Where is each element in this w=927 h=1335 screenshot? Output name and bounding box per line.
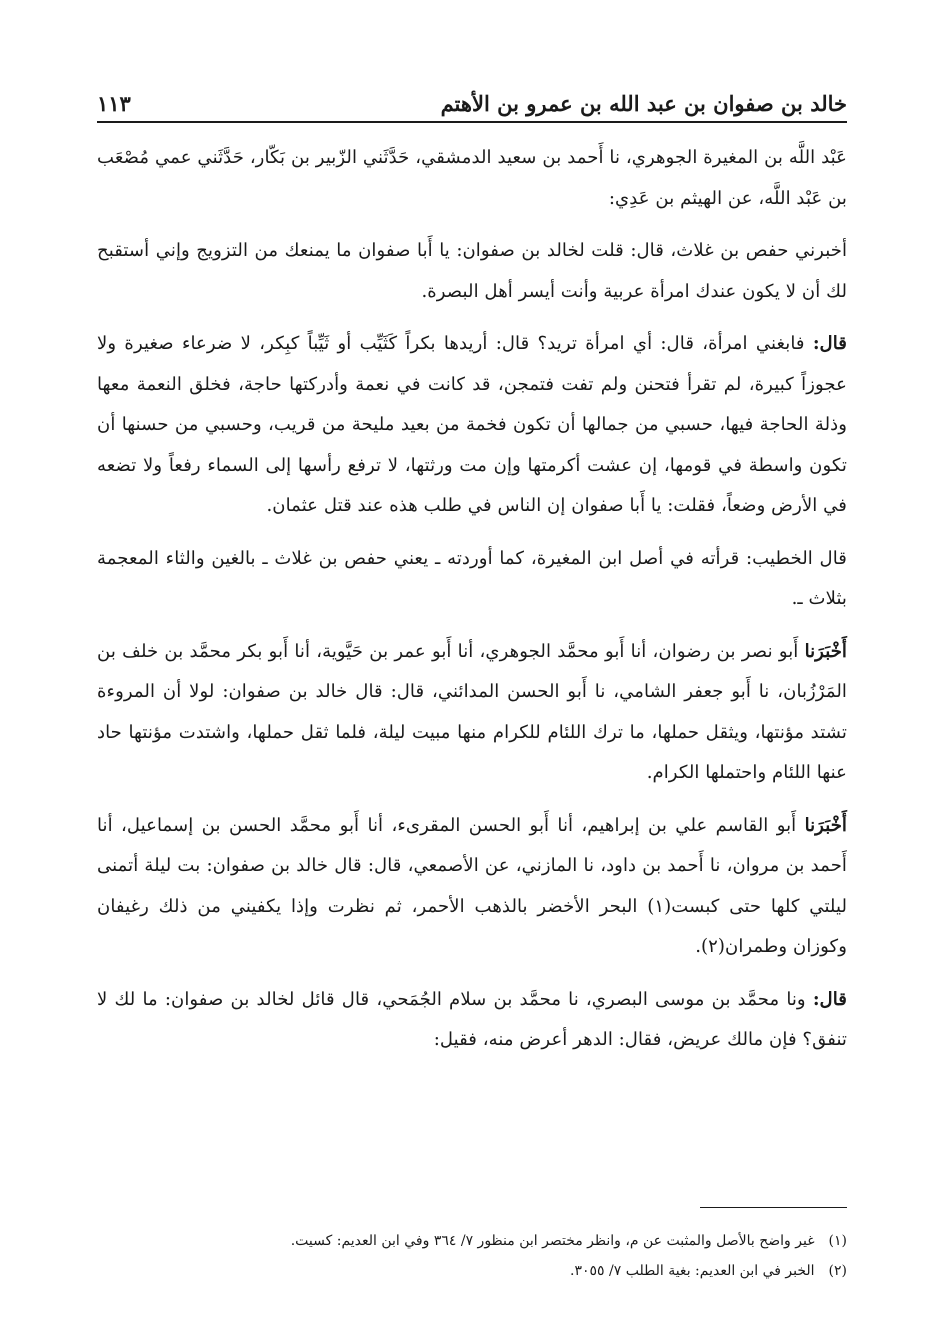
paragraph-lead: أَخْبَرَنا (804, 640, 847, 662)
paragraph-5 (97, 632, 847, 794)
paragraph-6 (97, 806, 847, 968)
paragraph-lead: قال: (812, 988, 847, 1010)
paragraph-1 (97, 138, 847, 219)
paragraph-text: فابغني امرأة، قال: أي امرأة تريد؟ قال: أريدها بكراً كَثَيِّب أو ثَيِّباً كبِكر، لا ضرعاء صغيرة ولا عجوزاً كبيرة، لم تقرأ فتحنن ولم تفت فتمجن، قد كانت في نعمة وأدركتها حاجة، فخلق النعمة معها وذلة الحاجة فيها، حسبي من جمالها أن تكون فخمة من بعيد مليحة من قريب، وحسبي من حسنها أن تكون واسطة في قومها، إن عشت أكرمتها وإن مت ورثتها، لا ترفع رأسها إلى السماء رفعاً ولا تضعه في الأرض وضعاً، فقلت: يا أَبا صفوان إن الناس في طلب هذه عند قتل عثمان. (97, 333, 847, 516)
footnote-2 (97, 1256, 847, 1286)
paragraph-7 (97, 980, 847, 1061)
paragraph-text: قال الخطيب: قرأته في أصل ابن المغيرة، كما أوردته ـ يعني حفص بن غلاث ـ بالغين والثاء المعجمة بثلاث ـ. (97, 547, 847, 609)
paragraph-text: أَبو القاسم علي بن إبراهيم، أنا أَبو الحسن المقرىء، أنا أَبو محمَّد الحسن بن إسماعيل، أنا أَحمد بن مروان، نا أَحمد بن داود، نا المازني، عن الأصمعي، قال: قال خالد بن صفوان: بت ليلة أتمنى ليلتي كلها حتى كبست(١) البحر الأخضر بالذهب الأحمر، ثم نظرت وإذا يكفيني من ذلك رغيفان وكوزان وطمران(٢). (97, 814, 847, 957)
running-title: خالد بن صفوان بن عبد الله بن عمرو بن الأهتم (440, 91, 847, 116)
paragraph-text: عَبْد اللَّه بن المغيرة الجوهري، نا أَحمد بن سعيد الدمشقي، حَدَّثَني الزّبير بن بَكّار، حَدَّثَني عمي مُصْعَب بن عَبْد اللَّه، عن الهيثم بن عَدِي: (97, 147, 847, 209)
footnote-text: الخبر في ابن العديم: بغية الطلب ٧/ ٣٠٥٥. (570, 1263, 815, 1279)
paragraph-4 (97, 539, 847, 620)
page-header (97, 78, 847, 116)
page-body (97, 138, 847, 1073)
paragraph-text: أَبو نصر بن رضوان، أنا أَبو محمَّد الجوهري، أنا أَبو عمر بن حَيَّوية، أنا أَبو بكر محمَّد بن خلف بن المَرْزُبان، نا أَبو جعفر الشامي، نا أَبو الحسن المدائني، قال: قال خالد بن صفوان: لولا أن المروءة تشتد مؤنتها، ويثقل حملها، ما ترك اللئام للكرام منها مبيت ليلة، فلما ثقل حملها، واشتدت مؤنتها حاد عنها اللئام واحتملها الكرام. (97, 640, 847, 783)
paragraph-text: ونا محمَّد بن موسى البصري، نا محمَّد بن سلام الجُمَحي، قال قائل لخالد بن صفوان: ما لك لا تنفق؟ فإن مالك عريض، فقال: الدهر أعرض منه، فقيل: (97, 988, 847, 1050)
paragraph-2 (97, 231, 847, 312)
paragraph-text: أخبرني حفص بن غلاث، قال: قلت لخالد بن صفوان: يا أَبا صفوان ما يمنعك من التزويج وإني أستقبح لك أن لا يكون عندك امرأة عربية وأنت أيسر أهل البصرة. (97, 240, 847, 302)
footnote-text: غير واضح بالأصل والمثبت عن م، وانظر مختصر ابن منظور ٧/ ٣٦٤ وفي ابن العديم: كسيت. (290, 1233, 815, 1249)
footnotes (97, 1226, 847, 1286)
header-rule (97, 121, 847, 123)
footnote-number: (١) (828, 1233, 847, 1249)
footnote-number: (٢) (828, 1263, 847, 1279)
paragraph-lead: قال: (812, 333, 847, 354)
paragraph-3 (97, 324, 847, 527)
page-number: ١١٣ (97, 91, 131, 116)
footnote-rule (700, 1207, 847, 1208)
footnote-1 (97, 1226, 847, 1256)
paragraph-lead: أَخْبَرَنا (804, 814, 847, 836)
